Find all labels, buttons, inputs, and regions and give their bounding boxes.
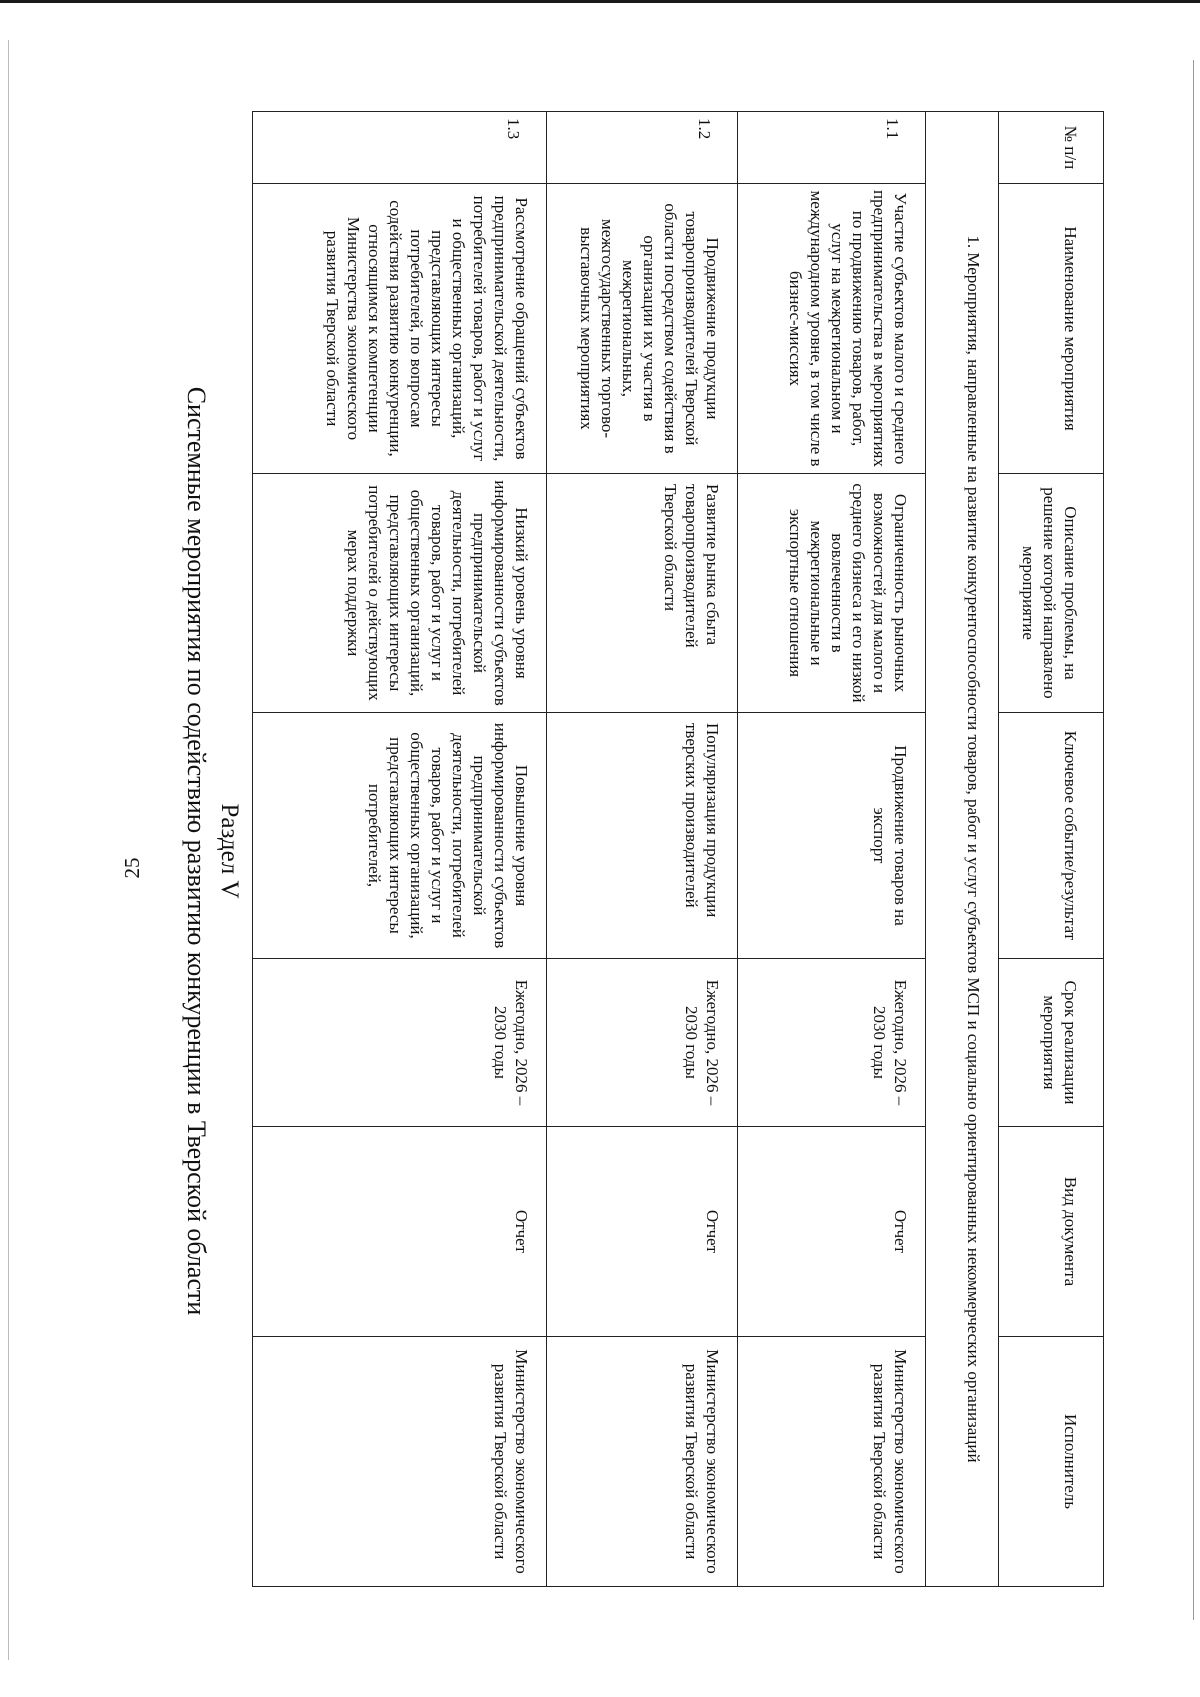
row-name: Рассмотрение обращений субъектов предпринимательской деятельности, потребителей товаров, работ и услуг и общественных организаций, представляющих интересы потребителей, по вопросам содействия развитию конкуренции, относящимся к компетенции Министерства экономического развития Тверской области	[253, 184, 547, 474]
table-row	[546, 112, 737, 1587]
rotated-page-content	[184, 111, 1104, 1591]
row-term: Ежегодно, 2026 – 2030 годы	[738, 959, 926, 1127]
section-label: Раздел V	[216, 803, 243, 899]
scan-left-edge	[8, 40, 9, 1660]
header-problem: Описание проблемы, на решение которой направлено мероприятие	[999, 474, 1104, 713]
section-row	[926, 112, 999, 1587]
header-name: Наименование мероприятия	[999, 184, 1104, 474]
section-title-heading: Системные мероприятия по содействию развитию конкуренции в Тверской области	[182, 386, 211, 1316]
row-result: Повышение уровня информированности субъектов предпринимательской деятельности, потребителей товаров, работ и услуг и общественных организаций, представляющих интересы потребителей,	[253, 713, 547, 959]
row-num: 1.3	[253, 112, 547, 184]
row-problem: Низкий уровень уровня информированности субъектов предпринимательской деятельности, потребителей товаров, работ и услуг и общественных организаций, представляющих интересы потребителей о действующих мерах поддержки	[253, 474, 547, 713]
table-row	[738, 112, 926, 1587]
header-doc: Вид документа	[999, 1127, 1104, 1337]
section-heading	[180, 111, 246, 1591]
row-doc: Отчет	[253, 1127, 547, 1337]
row-executor: Министерство экономического развития Тверской области	[253, 1337, 547, 1587]
row-num: 1.2	[546, 112, 737, 184]
row-result: Продвижение товаров на экспорт	[738, 713, 926, 959]
row-doc: Отчет	[738, 1127, 926, 1337]
header-num: № п/п	[999, 112, 1104, 184]
header-result: Ключевое событие/результат	[999, 713, 1104, 959]
row-executor: Министерство экономического развития Тверской области	[546, 1337, 737, 1587]
row-result: Популяризация продукции тверских производителей	[546, 713, 737, 959]
measures-table	[252, 111, 1104, 1587]
row-term: Ежегодно, 2026 – 2030 годы	[253, 959, 547, 1127]
table-header-row	[999, 112, 1104, 1587]
scan-right-edge	[1193, 60, 1194, 1620]
row-executor: Министерство экономического развития Тверской области	[738, 1337, 926, 1587]
row-doc: Отчет	[546, 1127, 737, 1337]
row-problem: Развитие рынка сбыта товаропроизводителей Тверской области	[546, 474, 737, 713]
header-term: Срок реализации мероприятия	[999, 959, 1104, 1127]
row-num: 1.1	[738, 112, 926, 184]
row-problem: Ограниченность рыночных возможностей для малого и среднего бизнеса и его низкой вовлеченности в межрегиональные и экспортные отношения	[738, 474, 926, 713]
page-number: 25	[120, 857, 144, 879]
row-name: Продвижение продукции товаропроизводителей Тверской области посредством содействия в организации их участия в межрегиональных, межгосударственных торгово-выставочных мероприятиях	[546, 184, 737, 474]
section-title: 1. Мероприятия, направленные на развитие конкурентоспособности товаров, работ и услуг субъектов МСП и социально ориентированных некоммерческих организаций	[926, 112, 999, 1587]
scan-top-edge	[0, 0, 1200, 3]
row-name: Участие субъектов малого и среднего предпринимательства в мероприятиях по продвижению товаров, работ, услуг на межрегиональном и международном уровне, в том числе в бизнес-миссиях	[738, 184, 926, 474]
row-term: Ежегодно, 2026 – 2030 годы	[546, 959, 737, 1127]
header-executor: Исполнитель	[999, 1337, 1104, 1587]
table-row	[253, 112, 547, 1587]
